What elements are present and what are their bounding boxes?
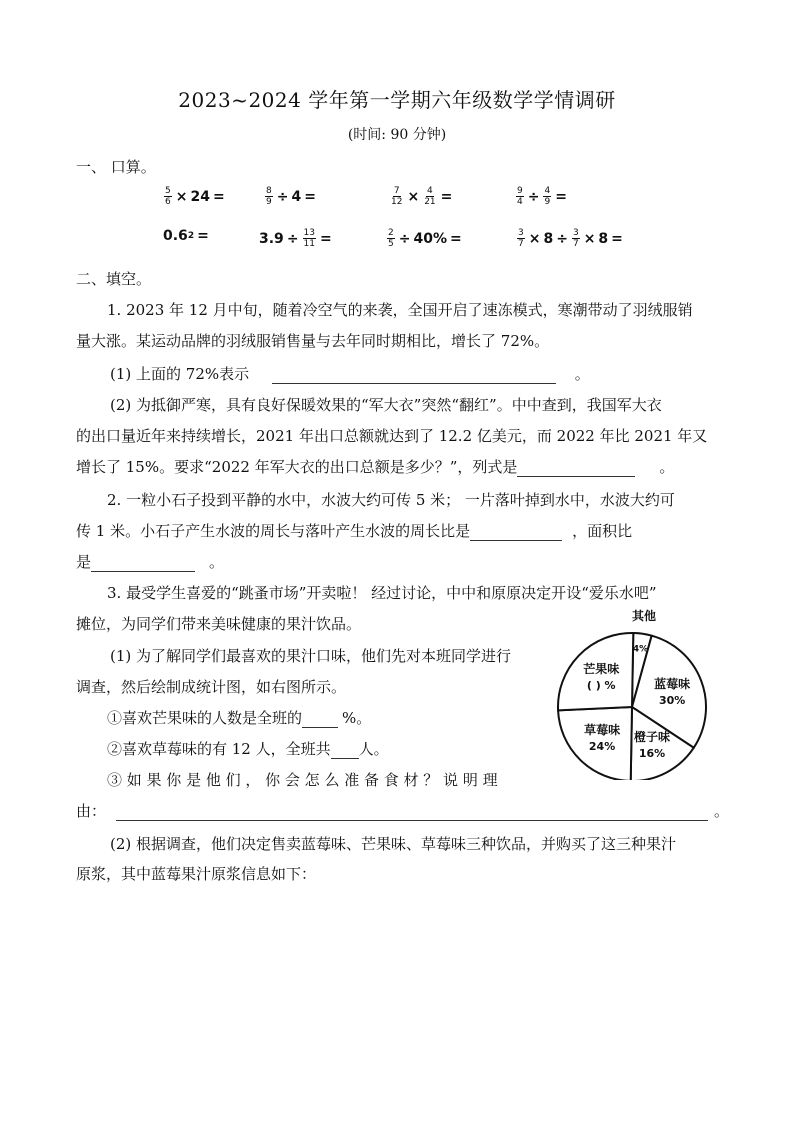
calc-item-6: 3.9 ÷ $\frac{13}{11}$ =: [259, 228, 332, 249]
calc-item-3: $\frac{7}{12}$ × $\frac{4}{21}$ =: [391, 186, 453, 207]
q1-text-line1: 1. 2023 年 12 月中旬，随着冷空气的来袭，全国开启了速冻模式，寒潮带动了羽绒服销: [107, 301, 693, 319]
answer-blank[interactable]: [331, 744, 359, 759]
fraction: $\frac{13}{11}$: [303, 228, 315, 249]
answer-blank[interactable]: [116, 806, 708, 821]
q1-sub2-line1-text: (2) 为抵御严寒，具有良好保暖效果的“军大衣”突然“翻红”。中中查到，我国军大衣: [110, 396, 662, 414]
q2-line2: 传 1 米。小石子产生水波的周长与落叶产生水波的周长比是 ，面积比: [76, 522, 633, 540]
answer-blank[interactable]: [91, 557, 195, 572]
q1-sub2-line3: 增长了 15%。要求“2022 年军大衣的出口总额是多少？”，列式是 。: [76, 458, 675, 476]
pie-slice-value: 4%: [632, 644, 649, 655]
fraction: $\frac{3}{7}$: [572, 228, 579, 249]
q3-sub1-line1: (1) 为了解同学们最喜欢的果汁口味，他们先对本班同学进行: [110, 647, 512, 665]
fraction: $\frac{4}{9}$: [544, 186, 551, 207]
q2-line1: 2. 一粒小石子投到平静的水中，水波大约可传 5 米； 一片落叶掉到水中，水波大约可: [107, 491, 675, 509]
calc-item-2: $\frac{8}{9}$ ÷ 4 =: [266, 186, 316, 207]
section1-heading: 一、 口算。: [76, 158, 156, 176]
pie-slice-name: 橙子味: [634, 729, 671, 744]
calc-item-7: $\frac{2}{5}$ ÷ 40% =: [388, 228, 462, 249]
q3-item2: ②喜欢草莓味的有 12 人，全班共 人。: [107, 740, 389, 758]
page-subtitle: (时间: 90 分钟): [347, 127, 447, 143]
pie-slice-name: 其他: [631, 608, 656, 623]
page-title: 2023~2024 学年第一学期六年级数学学情调研: [178, 88, 616, 112]
pie-slice-name: 草莓味: [584, 722, 621, 737]
q1-text-line2: 量大涨。某运动品牌的羽绒服销售量与去年同时期相比，增长了 72%。: [76, 332, 550, 350]
q3-sub2-line1: (2) 根据调查，他们决定售卖蓝莓味、芒果味、草莓味三种饮品，并购买了这三种果汁: [110, 835, 677, 853]
calc-item-5: 0.6 2 =: [163, 228, 209, 244]
fraction: $\frac{3}{7}$: [518, 228, 524, 249]
pie-slice-value: ( ) %: [586, 679, 616, 693]
calc-item-1: $\frac{5}{6}$ × 24 =: [165, 186, 225, 207]
answer-blank[interactable]: [470, 526, 562, 541]
fraction: $\frac{5}{6}$: [165, 186, 171, 207]
pie-slice-name: 芒果味: [583, 662, 620, 677]
fraction: $\frac{7}{12}$: [391, 186, 403, 207]
answer-blank[interactable]: [517, 462, 635, 477]
fraction: $\frac{9}{4}$: [517, 186, 523, 207]
q3-item1: ①喜欢芒果味的人数是全班的 %。: [107, 709, 372, 727]
fraction: $\frac{2}{5}$: [388, 228, 394, 249]
q3-item3: ③ 如 果 你 是 他 们 ， 你 会 怎 么 准 备 食 材 ？ 说 明 理: [107, 771, 498, 789]
q3-line1: 3. 最受学生喜爱的“跳蚤市场”开卖啦！ 经过讨论，中中和原原决定开设“爱乐水吧”: [107, 584, 657, 602]
fraction: $\frac{4}{21}$: [424, 186, 436, 207]
pie-chart: [540, 600, 720, 780]
q1-sub1: (1) 上面的 72%表示 。: [110, 365, 590, 383]
calc-item-4: $\frac{9}{4}$ ÷ $\frac{4}{9}$ =: [517, 186, 567, 207]
pie-slice-name: 蓝莓味: [654, 676, 691, 691]
q3-line2: 摊位，为同学们带来美味健康的果汁饮品。: [76, 615, 362, 633]
answer-blank[interactable]: [272, 369, 556, 384]
fraction: $\frac{8}{9}$: [266, 186, 272, 207]
pie-slice-value: 16%: [638, 746, 666, 760]
calc-item-8: $\frac{3}{7}$ × 8 ÷ $\frac{3}{7}$ × 8 =: [518, 228, 623, 249]
q3-item3-reason: 由： 。: [76, 802, 730, 820]
answer-blank[interactable]: [302, 713, 338, 728]
q3-sub1-line2: 调查，然后绘制成统计图，如右图所示。: [76, 678, 347, 696]
pie-slice-value: 24%: [588, 739, 616, 753]
pie-slice-value: 30%: [659, 693, 686, 707]
q3-sub2-line2: 原浆，其中蓝莓果汁原浆信息如下：: [76, 865, 317, 883]
q2-line3: 是 。: [76, 553, 225, 571]
section2-heading: 二、填空。: [76, 270, 152, 288]
q1-sub2-line2: 的出口量近年来持续增长，2021 年出口总额就达到了 12.2 亿美元，而 2022 年比 2021 年又: [76, 427, 708, 445]
